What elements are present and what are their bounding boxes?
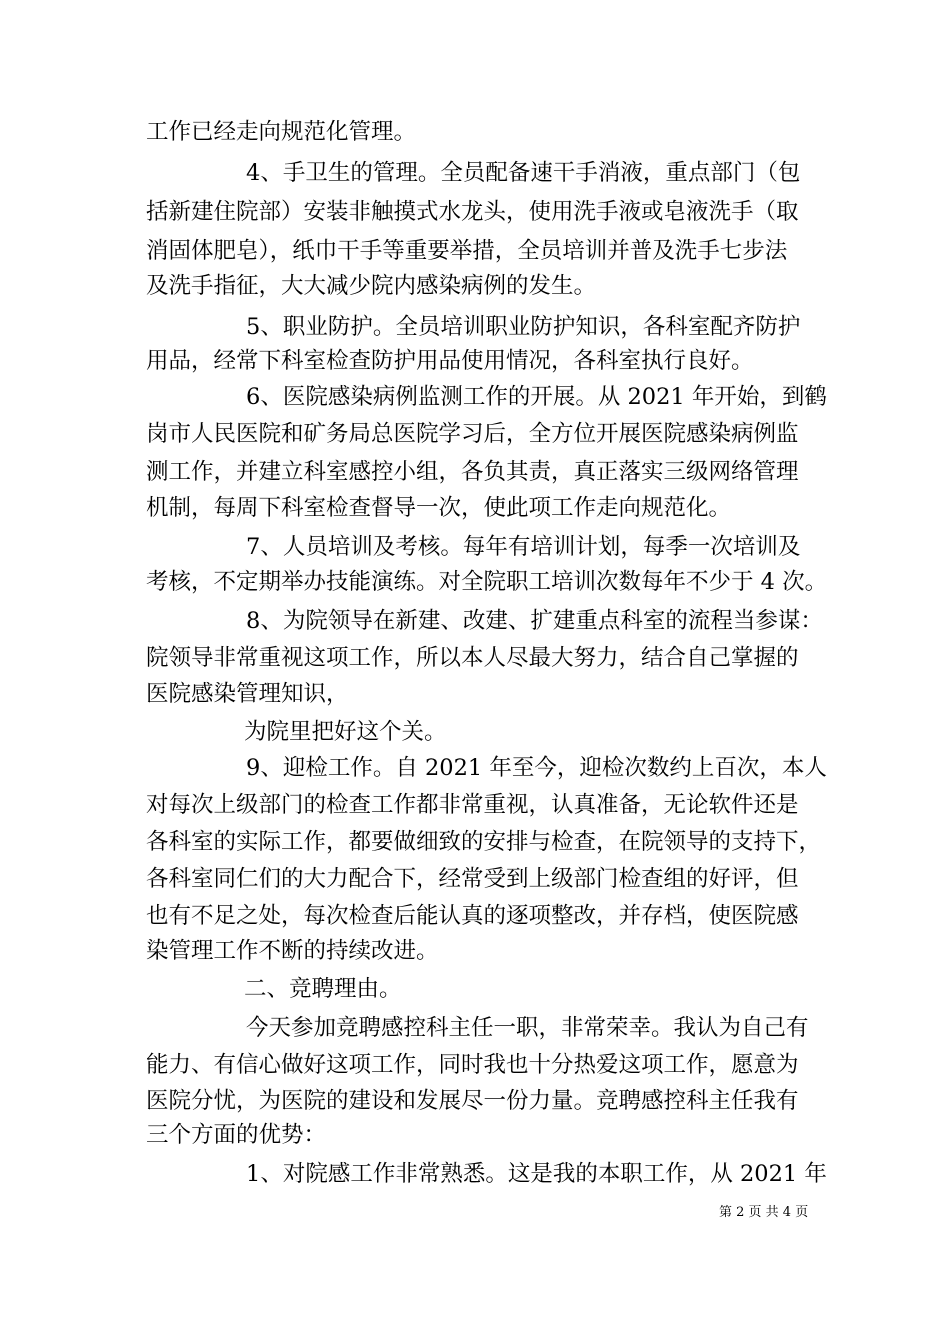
text-line: 为院里把好这个关。 <box>244 719 447 745</box>
text-line: 三个方面的优势： <box>146 1122 327 1148</box>
text-line: 工作已经走向规范化管理。 <box>146 119 417 145</box>
text-line: 医院感染管理知识， <box>146 681 349 707</box>
text-line: 岗市人民医院和矿务局总医院学习后，全方位开展医院感染病例监 <box>146 421 799 447</box>
text-line: 1、对院感工作非常熟悉。这是我的本职工作，从 2021 年 <box>246 1161 827 1187</box>
text-line: 9、迎检工作。自 2021 年至今，迎检次数约上百次，本人 <box>246 755 827 781</box>
text-line: 考核，不定期举办技能演练。对全院职工培训次数每年不少于 4 次。 <box>146 569 828 595</box>
text-line: 7、人员培训及考核。每年有培训计划，每季一次培训及 <box>246 534 801 560</box>
text-line: 机制，每周下科室检查督导一次，使此项工作走向规范化。 <box>146 495 732 521</box>
page-number: 第 2 页 共 4 页 <box>719 1205 809 1220</box>
text-line: 括新建住院部）安装非触摸式水龙头，使用洗手液或皂液洗手（取 <box>146 199 799 225</box>
text-line: 测工作，并建立科室感控小组，各负其责，真正落实三级网络管理 <box>146 459 799 485</box>
text-line: 消固体肥皂），纸巾干手等重要举措，全员培训并普及洗手七步法 <box>146 238 788 264</box>
text-line: 能力、有信心做好这项工作，同时我也十分热爱这项工作，愿意为 <box>146 1052 799 1078</box>
text-line: 8、为院领导在新建、改建、扩建重点科室的流程当参谋： <box>246 608 823 634</box>
text-line: 各科室的实际工作，都要做细致的安排与检查，在院领导的支持下， <box>146 829 822 855</box>
text-line: 医院分忧，为医院的建设和发展尽一份力量。竞聘感控科主任我有 <box>146 1088 799 1114</box>
text-line: 染管理工作不断的持续改进。 <box>146 938 439 964</box>
text-line: 院领导非常重视这项工作，所以本人尽最大努力，结合自己掌握的 <box>146 645 799 671</box>
text-line: 对每次上级部门的检查工作都非常重视，认真准备，无论软件还是 <box>146 792 799 818</box>
text-line: 6、医院感染病例监测工作的开展。从 2021 年开始，到鹤 <box>246 384 827 410</box>
text-line: 5、职业防护。全员培训职业防护知识，各科室配齐防护 <box>246 314 801 340</box>
text-line: 用品，经常下科室检查防护用品使用情况，各科室执行良好。 <box>146 348 754 374</box>
text-line: 及洗手指征，大大减少院内感染病例的发生。 <box>146 273 597 299</box>
text-line: 今天参加竞聘感控科主任一职，非常荣幸。我认为自己有 <box>246 1015 809 1041</box>
text-line: 各科室同仁们的大力配合下，经常受到上级部门检查组的好评，但 <box>146 866 799 892</box>
section-heading: 二、竞聘理由。 <box>244 976 402 1002</box>
text-line: 4、手卫生的管理。全员配备速干手消液，重点部门（包 <box>246 160 801 186</box>
text-line: 也有不足之处，每次检查后能认真的逐项整改，并存档，使医院感 <box>146 903 799 929</box>
